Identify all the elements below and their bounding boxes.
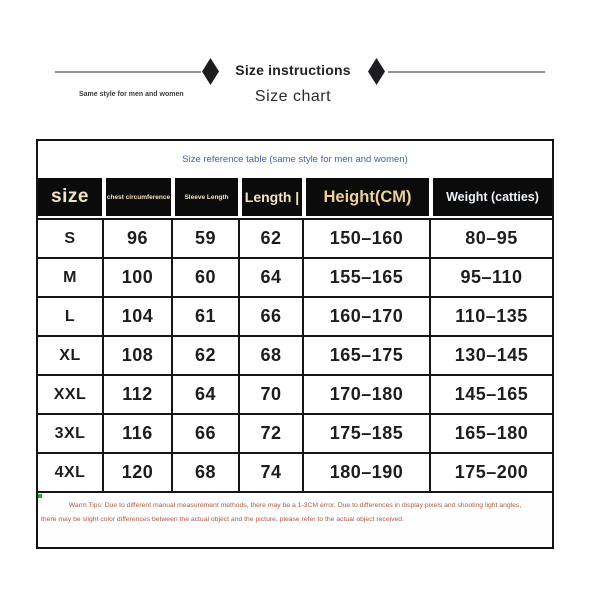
length-cell: 68	[238, 337, 302, 374]
header-chest-circumference: chest circumference	[102, 178, 171, 216]
height-cell: 175–185	[302, 415, 429, 452]
header-length: Length |	[238, 178, 302, 216]
chest-cell: 116	[102, 415, 171, 452]
table-row	[38, 413, 552, 452]
size-cell: L	[64, 307, 76, 325]
height-cell: 155–165	[302, 259, 429, 296]
size-cell: M	[63, 268, 77, 286]
length-cell: 72	[238, 415, 302, 452]
weight-cell: 110–135	[429, 298, 552, 335]
length-cell: 74	[238, 454, 302, 491]
table-caption: Size reference table (same style for men and women)	[38, 141, 552, 178]
height-cell: 180–190	[302, 454, 429, 491]
weight-cell: 145–165	[429, 376, 552, 413]
sleeve-cell: 59	[171, 220, 238, 257]
warm-tips-line1: Warm Tips: Due to different manual measurement methods, there may be a 1-3CM error. Due to differences in display pixels and shooting light angles,	[68, 502, 522, 509]
table-header-row	[38, 178, 552, 218]
weight-cell: 80–95	[429, 220, 552, 257]
chest-cell: 96	[102, 220, 171, 257]
divider-line-right	[388, 71, 545, 73]
height-cell: 150–160	[302, 220, 429, 257]
table-row	[38, 296, 552, 335]
sleeve-cell: 64	[171, 376, 238, 413]
sleeve-cell: 68	[171, 454, 238, 491]
sleeve-cell: 66	[171, 415, 238, 452]
length-cell: 62	[238, 220, 302, 257]
chest-cell: 108	[102, 337, 171, 374]
sleeve-cell: 60	[171, 259, 238, 296]
chest-cell: 104	[102, 298, 171, 335]
height-cell: 170–180	[302, 376, 429, 413]
length-cell: 64	[238, 259, 302, 296]
size-cell: 3XL	[54, 424, 86, 442]
table-row	[38, 374, 552, 413]
warm-tips	[38, 491, 552, 547]
size-cell: XXL	[53, 385, 87, 403]
diamond-icon-right	[368, 58, 385, 85]
warm-tips-line2: there may be slight color differences between the actual object and the picture, please refer to the actual object received.	[41, 516, 404, 523]
section-title: Size instructions	[235, 62, 351, 78]
page-title: Size chart	[254, 88, 332, 105]
table-row	[38, 452, 552, 491]
chest-cell: 100	[102, 259, 171, 296]
green-pixel-artifact	[38, 494, 42, 498]
chest-cell: 112	[102, 376, 171, 413]
sleeve-cell: 61	[171, 298, 238, 335]
weight-cell: 165–180	[429, 415, 552, 452]
weight-cell: 95–110	[429, 259, 552, 296]
header-height-cm: Height(CM)	[302, 178, 429, 216]
header-weight-catties: Weight (catties)	[429, 178, 552, 216]
header-sleeve-length: Sleeve Length	[171, 178, 238, 216]
length-cell: 66	[238, 298, 302, 335]
size-cell: S	[64, 229, 76, 247]
header-size: size	[38, 178, 102, 216]
size-cell: 4XL	[54, 463, 86, 481]
sleeve-cell: 62	[171, 337, 238, 374]
size-table	[36, 139, 554, 549]
weight-cell: 130–145	[429, 337, 552, 374]
table-row	[38, 335, 552, 374]
divider-line-left	[55, 71, 201, 73]
weight-cell: 175–200	[429, 454, 552, 491]
table-row	[38, 257, 552, 296]
length-cell: 70	[238, 376, 302, 413]
size-cell: XL	[59, 346, 81, 364]
table-row	[38, 218, 552, 257]
chest-cell: 120	[102, 454, 171, 491]
diamond-icon-left	[202, 58, 219, 85]
height-cell: 160–170	[302, 298, 429, 335]
table-body	[38, 218, 552, 491]
height-cell: 165–175	[302, 337, 429, 374]
tagline-men-women: Same style for men and women	[79, 91, 184, 98]
